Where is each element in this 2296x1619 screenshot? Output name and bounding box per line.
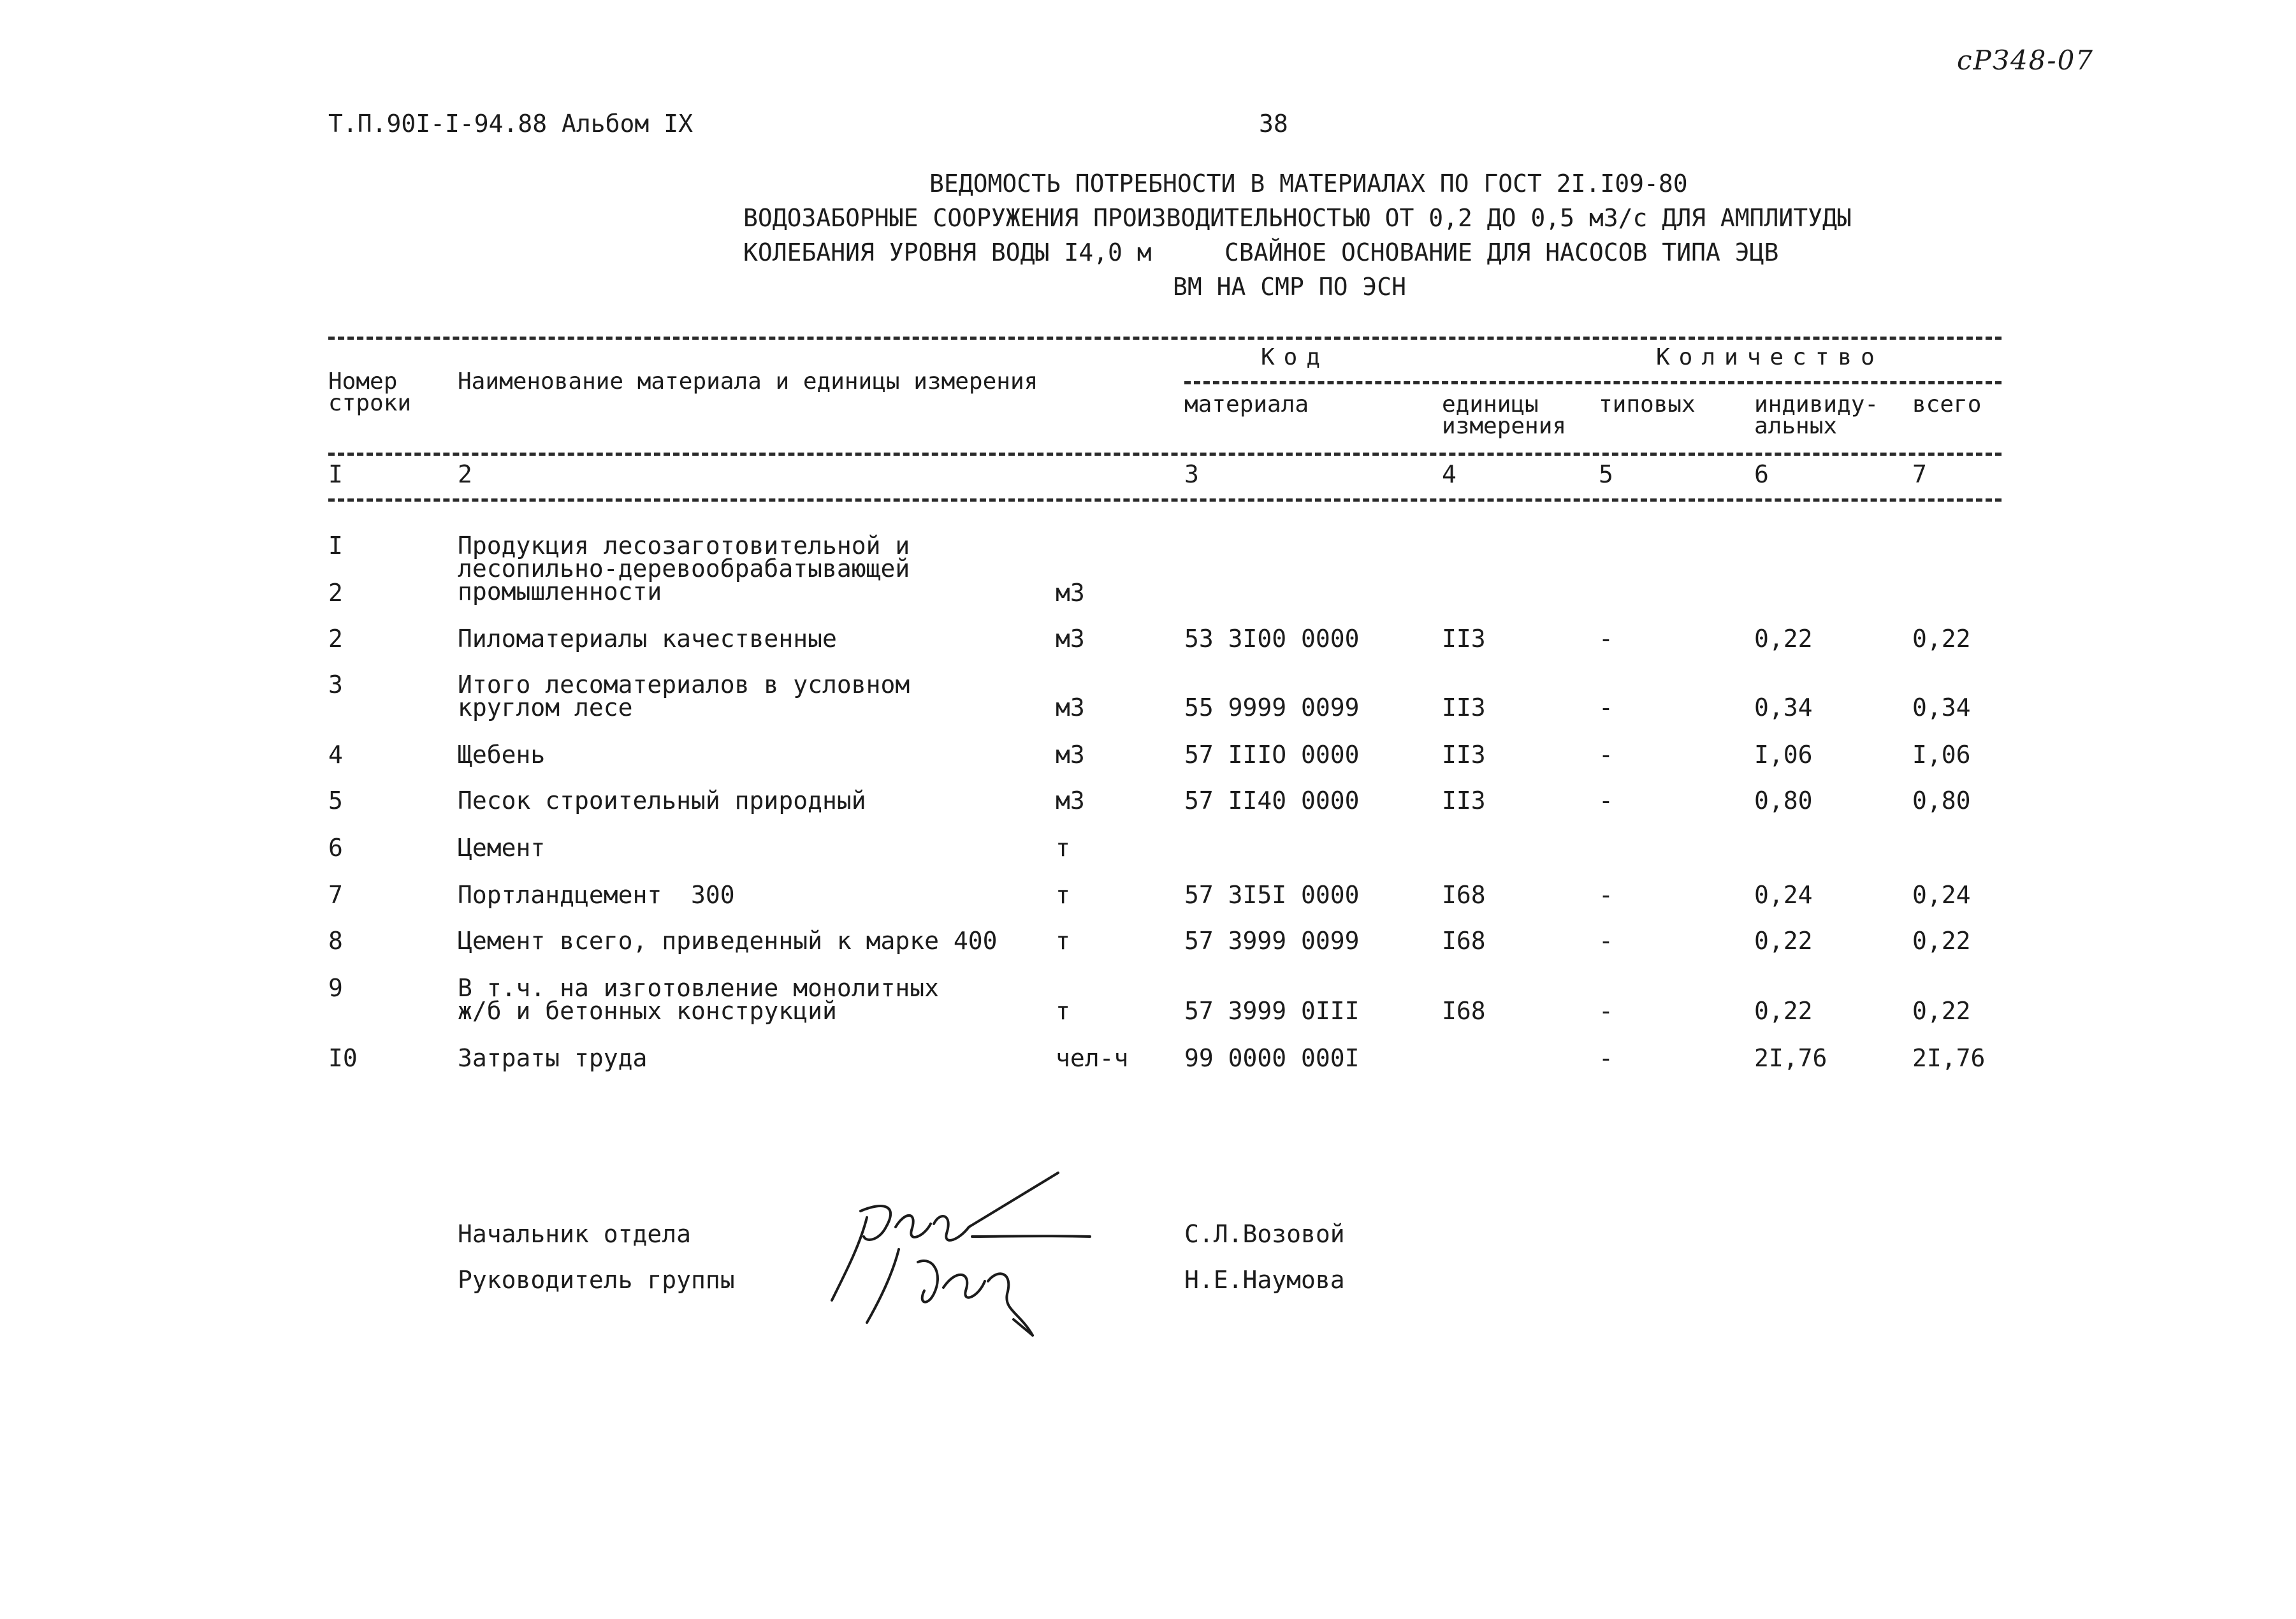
row-1-name: Продукция лесозаготовительной и лесопильно-деревообрабатывающей промышленности — [458, 532, 910, 606]
row-8-typical: - — [1599, 927, 1613, 955]
row-7-unit-code: I68 — [1442, 881, 1486, 909]
row-9-unit-code: I68 — [1442, 997, 1486, 1025]
row-1-number-continued: 2 — [328, 579, 343, 607]
page-number: 38 — [1259, 110, 1288, 138]
row-8-name: Цемент всего, приведенный к марке 400 — [458, 927, 998, 955]
row-2-typical: - — [1599, 625, 1613, 653]
row-6-unit: т — [1056, 834, 1070, 862]
row-7-code: 57 3I5I 0000 — [1184, 881, 1360, 909]
row-10-individual: 2I,76 — [1754, 1044, 1827, 1072]
row-8-unit-code: I68 — [1442, 927, 1486, 955]
col-number-1: I — [328, 460, 343, 488]
row-8-individual: 0,22 — [1754, 927, 1813, 955]
row-4-code: 57 IIIO 0000 — [1184, 741, 1360, 769]
row-3-unit-code: II3 — [1442, 693, 1486, 722]
row-1-number: I — [328, 532, 343, 560]
row-6-name: Цемент — [458, 834, 546, 862]
row-3-name: Итого лесоматериалов в условном круглом лесе — [458, 671, 910, 722]
row-5-typical: - — [1599, 787, 1613, 815]
row-4-typical: - — [1599, 741, 1613, 769]
row-3-unit: м3 — [1056, 693, 1085, 722]
col-number-7: 7 — [1912, 460, 1927, 488]
row-6-number: 6 — [328, 834, 343, 862]
row-7-unit: т — [1056, 881, 1070, 909]
signature-role-group-leader: Руководитель группы — [458, 1266, 735, 1294]
table-top-rule — [328, 337, 2002, 340]
col-number-6: 6 — [1754, 460, 1769, 488]
column-numbers-rule — [328, 498, 2002, 502]
row-7-number: 7 — [328, 881, 343, 909]
header-material-name: Наименование материала и единицы измерения — [458, 368, 1038, 395]
signature-name-1: С.Л.Возовой — [1184, 1220, 1345, 1248]
row-5-unit-code: II3 — [1442, 787, 1486, 815]
row-8-code: 57 3999 0099 — [1184, 927, 1360, 955]
row-5-number: 5 — [328, 787, 343, 815]
row-7-total: 0,24 — [1912, 881, 1971, 909]
row-7-name: Портландцемент 300 — [458, 881, 735, 909]
row-3-total: 0,34 — [1912, 693, 1971, 722]
row-5-total: 0,80 — [1912, 787, 1971, 815]
row-9-individual: 0,22 — [1754, 997, 1813, 1025]
row-10-total: 2I,76 — [1912, 1044, 1986, 1072]
row-4-name: Щебень — [458, 741, 546, 769]
row-4-unit-code: II3 — [1442, 741, 1486, 769]
signature-role-head-of-department: Начальник отдела — [458, 1220, 692, 1248]
header-code-unit: единицы измерения — [1442, 391, 1567, 439]
row-2-number: 2 — [328, 625, 343, 653]
row-5-individual: 0,80 — [1754, 787, 1813, 815]
row-2-unit: м3 — [1056, 625, 1085, 653]
row-3-typical: - — [1599, 693, 1613, 722]
row-7-typical: - — [1599, 881, 1613, 909]
handwritten-signature-icon — [822, 1166, 1122, 1339]
row-3-number: 3 — [328, 671, 343, 699]
row-2-unit-code: II3 — [1442, 625, 1486, 653]
header-qty-total: всего — [1912, 391, 1982, 417]
col-number-5: 5 — [1599, 460, 1613, 488]
header-qty-typical: типовых — [1599, 391, 1696, 417]
col-number-4: 4 — [1442, 460, 1457, 488]
row-5-code: 57 II40 0000 — [1184, 787, 1360, 815]
signature-name-2: Н.Е.Наумова — [1184, 1266, 1345, 1294]
row-9-number: 9 — [328, 974, 343, 1002]
row-4-number: 4 — [328, 741, 343, 769]
row-9-total: 0,22 — [1912, 997, 1971, 1025]
code-group-rule — [1184, 381, 2002, 384]
header-row-number: Номер строки — [328, 368, 412, 416]
header-qty-individual: индивиду- альных — [1754, 391, 1879, 439]
row-9-name: В т.ч. на изготовление монолитных ж/б и бетонных конструкций — [458, 974, 939, 1025]
row-10-unit: чел-ч — [1056, 1044, 1129, 1072]
row-8-unit: т — [1056, 927, 1070, 955]
row-2-total: 0,22 — [1912, 625, 1971, 653]
archive-stamp: сРЗ48-07 — [1957, 45, 2095, 76]
title-line-2: ВОДОЗАБОРНЫЕ СООРУЖЕНИЯ ПРОИЗВОДИТЕЛЬНОСТЬЮ ОТ 0,2 ДО 0,5 м3/с ДЛЯ АМПЛИТУДЫ — [743, 204, 1852, 232]
row-10-typical: - — [1599, 1044, 1613, 1072]
row-9-code: 57 3999 0III — [1184, 997, 1360, 1025]
row-10-code: 99 0000 000I — [1184, 1044, 1360, 1072]
row-4-unit: м3 — [1056, 741, 1085, 769]
title-line-4: ВМ НА СМР ПО ЭСН — [1173, 273, 1407, 301]
row-5-unit: м3 — [1056, 787, 1085, 815]
col-number-3: 3 — [1184, 460, 1199, 488]
row-8-total: 0,22 — [1912, 927, 1971, 955]
document-reference: Т.П.90I-I-94.88 Альбом IX — [328, 110, 693, 138]
row-9-unit: т — [1056, 997, 1070, 1025]
row-4-total: I,06 — [1912, 741, 1971, 769]
header-code-material: материала — [1184, 391, 1309, 417]
row-8-number: 8 — [328, 927, 343, 955]
row-3-individual: 0,34 — [1754, 693, 1813, 722]
col-number-2: 2 — [458, 460, 472, 488]
row-1-unit: м3 — [1056, 579, 1085, 607]
header-code-group: Код — [1261, 344, 1330, 370]
title-line-3: КОЛЕБАНИЯ УРОВНЯ ВОДЫ I4,0 м СВАЙНОЕ ОСНОВАНИЕ ДЛЯ НАСОСОВ ТИПА ЭЦВ — [743, 238, 1779, 266]
row-2-name: Пиломатериалы качественные — [458, 625, 837, 653]
header-quantity-group: Количество — [1656, 344, 1884, 370]
row-4-individual: I,06 — [1754, 741, 1813, 769]
row-5-name: Песок строительный природный — [458, 787, 866, 815]
row-9-typical: - — [1599, 997, 1613, 1025]
row-10-number: I0 — [328, 1044, 358, 1072]
title-line-1: ВЕДОМОСТЬ ПОТРЕБНОСТИ В МАТЕРИАЛАХ ПО ГОСТ 2I.I09-80 — [929, 170, 1688, 198]
header-bottom-rule — [328, 453, 2002, 456]
row-10-name: Затраты труда — [458, 1044, 648, 1072]
row-3-code: 55 9999 0099 — [1184, 693, 1360, 722]
row-2-individual: 0,22 — [1754, 625, 1813, 653]
row-7-individual: 0,24 — [1754, 881, 1813, 909]
row-2-code: 53 3I00 0000 — [1184, 625, 1360, 653]
